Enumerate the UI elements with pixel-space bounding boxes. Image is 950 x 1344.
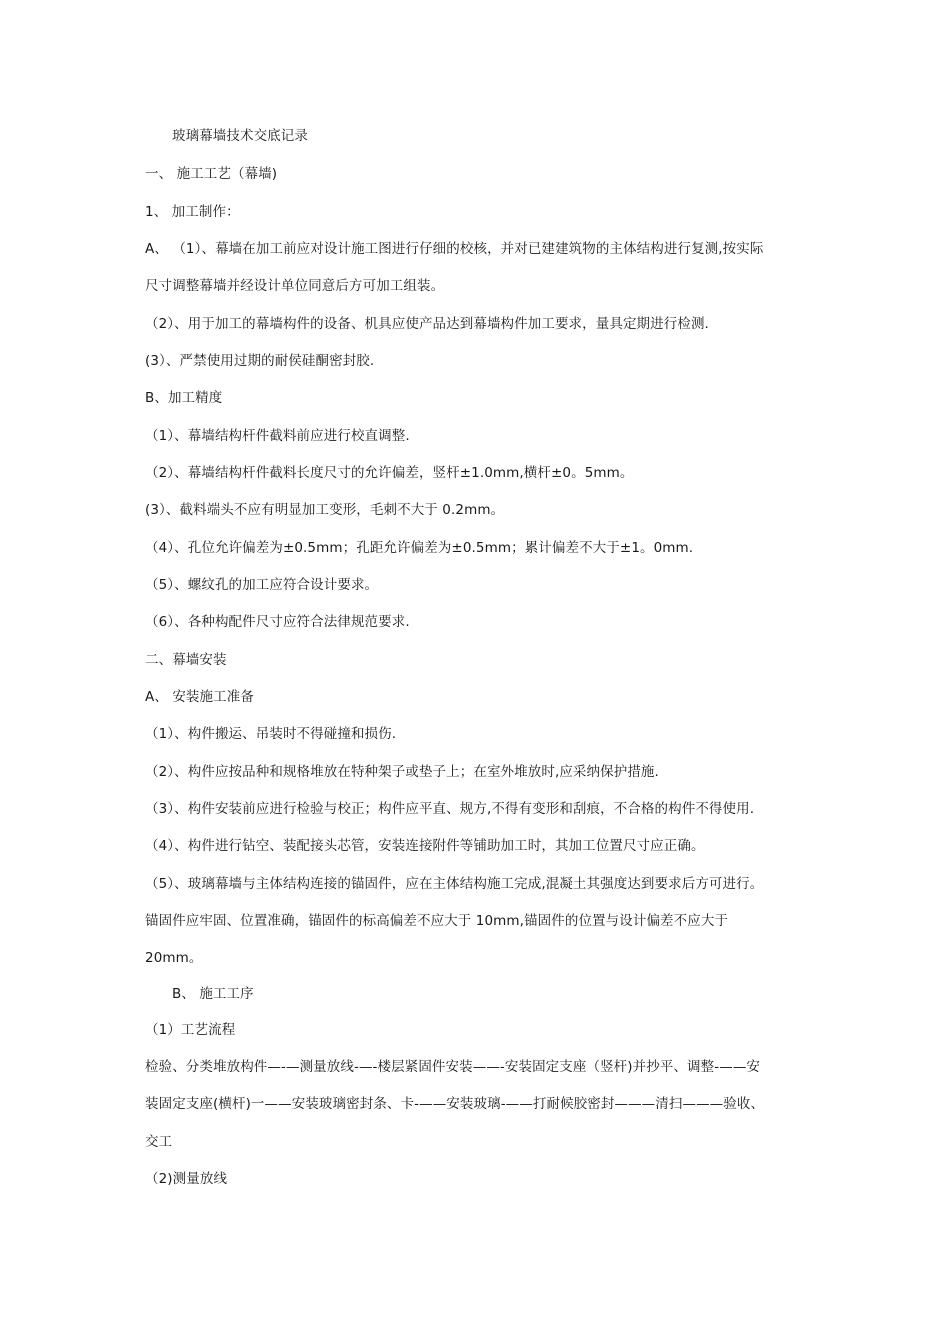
paragraph-line: （5）、玻璃幕墙与主体结构连接的锚固件，应在主体结构施工完成,混凝土其强度达到要求后方可进行。 bbox=[145, 876, 764, 892]
paragraph-line: （6）、各种构配件尺寸应符合法律规范要求. bbox=[145, 614, 410, 630]
paragraph-line: （1）工艺流程 bbox=[145, 1022, 236, 1038]
paragraph-line: 20mm。 bbox=[145, 950, 203, 966]
paragraph-line: 检验、分类堆放构件—-—测量放线-—-楼层紧固件安装——-安装固定支座（竖杆)并抄平、调整-——安 bbox=[145, 1059, 761, 1075]
paragraph-line: （2）、幕墙结构杆件截料长度尺寸的允许偏差，竖杆±1.0mm,横杆±0。5mm。 bbox=[145, 465, 634, 481]
paragraph-line: 锚固件应牢固、位置准确，锚固件的标高偏差不应大于 10mm,锚固件的位置与设计偏差不应大于 bbox=[145, 913, 729, 929]
paragraph-line: 尺寸调整幕墙并经设计单位同意后方可加工组装。 bbox=[145, 278, 445, 294]
paragraph-line: (3）、截料端头不应有明显加工变形，毛刺不大于 0.2mm。 bbox=[145, 502, 505, 518]
paragraph-line: A、 （1）、幕墙在加工前应对设计施工图进行仔细的校核，并对已建建筑物的主体结构进行复测,按实际 bbox=[145, 241, 764, 257]
paragraph-line: 交工 bbox=[145, 1134, 173, 1150]
paragraph-line: 装固定支座(横杆)一——安装玻璃密封条、卡-——安装玻璃-——打耐候胶密封———清扫———验收、 bbox=[145, 1096, 765, 1112]
paragraph-line: （2）、构件应按品种和规格堆放在特种架子或垫子上；在室外堆放时,应采纳保护措施. bbox=[145, 764, 659, 780]
subsection-heading: B、 施工工序 bbox=[172, 986, 254, 1002]
paragraph-line: (3）、严禁使用过期的耐侯硅酮密封胶. bbox=[145, 353, 375, 369]
paragraph-line: （4）、孔位允许偏差为±0.5mm；孔距允许偏差为±0.5mm；累计偏差不大于±1。0mm. bbox=[145, 540, 694, 556]
subsection-heading: B、加工精度 bbox=[145, 390, 223, 406]
section-heading: 二、幕墙安装 bbox=[145, 652, 227, 668]
paragraph-line: （5）、螺纹孔的加工应符合设计要求。 bbox=[145, 577, 379, 593]
paragraph-line: （3）、构件安装前应进行检验与校正；构件应平直、规方,不得有变形和刮痕，不合格的构件不得使用. bbox=[145, 801, 755, 817]
subsection-heading: 1、 加工制作： bbox=[145, 204, 240, 220]
paragraph-line: （2）、用于加工的幕墙构件的设备、机具应使产品达到幕墙构件加工要求，量具定期进行检测. bbox=[145, 316, 709, 332]
paragraph-line: （4）、构件进行钻空、装配接头芯管，安装连接附件等铺助加工时，其加工位置尺寸应正确。 bbox=[145, 838, 705, 854]
section-heading: 一、 施工工艺（幕墙) bbox=[145, 166, 278, 182]
subsection-heading: A、 安装施工准备 bbox=[145, 689, 254, 705]
paragraph-line: （2)测量放线 bbox=[145, 1171, 228, 1187]
paragraph-line: （1）、幕墙结构杆件截料前应进行校直调整. bbox=[145, 428, 410, 444]
document-title: 玻璃幕墙技术交底记录 bbox=[172, 128, 308, 144]
paragraph-line: （1）、构件搬运、吊装时不得碰撞和损伤. bbox=[145, 726, 397, 742]
